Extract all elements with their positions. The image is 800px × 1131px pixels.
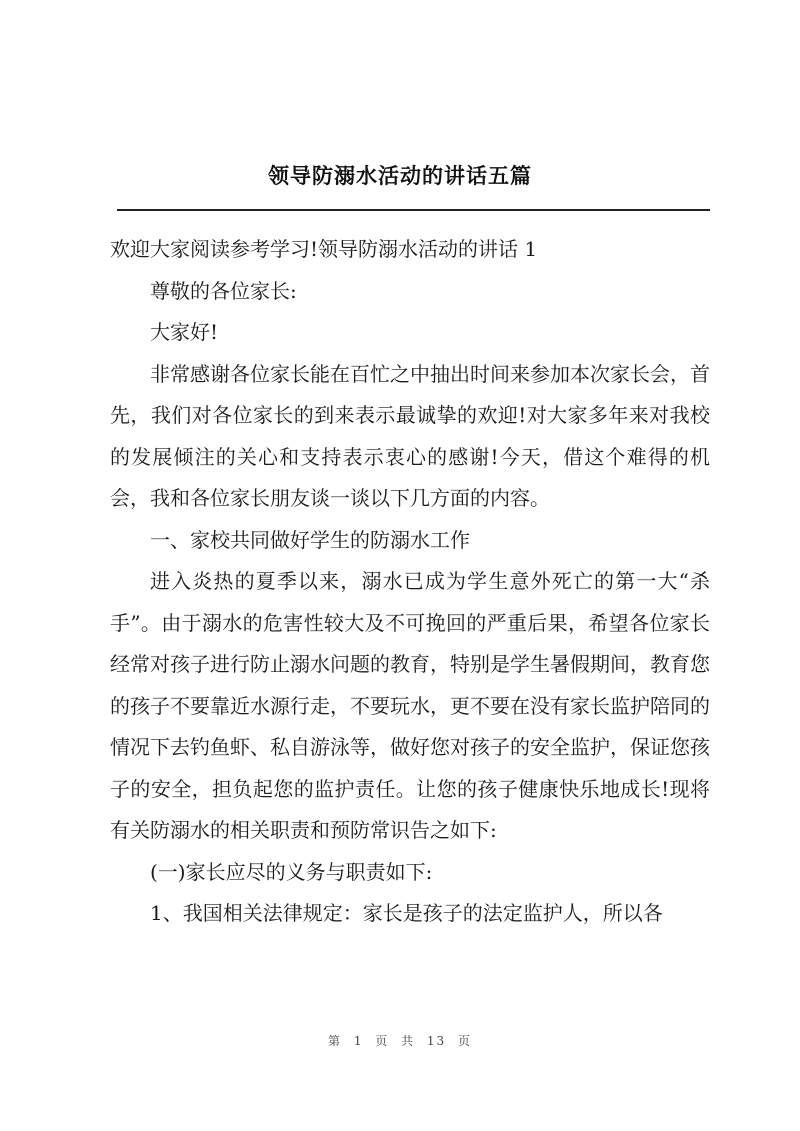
document-body: [110, 229, 710, 935]
section-heading: 一、家校共同做好学生的防溺水工作: [150, 527, 470, 552]
body-paragraph: 进入炎热的夏季以来，溺水已成为学生意外死亡的第一大“杀手”。由于溺水的危害性较大及不可挽回的严重后果，希望各位家长经常对孩子进行防止溺水问题的教育，特别是学生暑假期间，教育您的孩子不要靠近水源行走，不要玩水，更不要在没有家长监护陪同的情况下去钓鱼虾、私自游泳等，做好您对孩子的安全监护，保证您孩子的安全，担负起您的监护责任。让您的孩子健康快乐地成长!现将有关防溺水的相关职责和预防常识告之如下:: [110, 569, 710, 842]
subsection-heading: (一)家长应尽的义务与职责如下:: [150, 859, 433, 884]
intro-paragraph: 欢迎大家阅读参考学习!领导防溺水活动的讲话 1: [110, 237, 538, 261]
greeting: 大家好!: [150, 320, 219, 344]
salutation: 尊敬的各位家长:: [150, 278, 297, 303]
page-number-footer: 第 1 页 共 13 页: [328, 1034, 472, 1048]
list-item: 1、我国相关法律规定：家长是孩子的法定监护人，所以各: [150, 901, 663, 925]
title-divider: [117, 209, 710, 211]
body-paragraph: 非常感谢各位家长能在百忙之中抽出时间来参加本次家长会，首先，我们对各位家长的到来表示最诚挚的欢迎!对大家多年来对我校的发展倾注的关心和支持表示衷心的感谢!今天，借这个难得的机会，我和各位家长朋友谈一谈以下几方面的内容。: [110, 361, 710, 510]
page-title: 领导防溺水活动的讲话五篇: [268, 163, 532, 188]
